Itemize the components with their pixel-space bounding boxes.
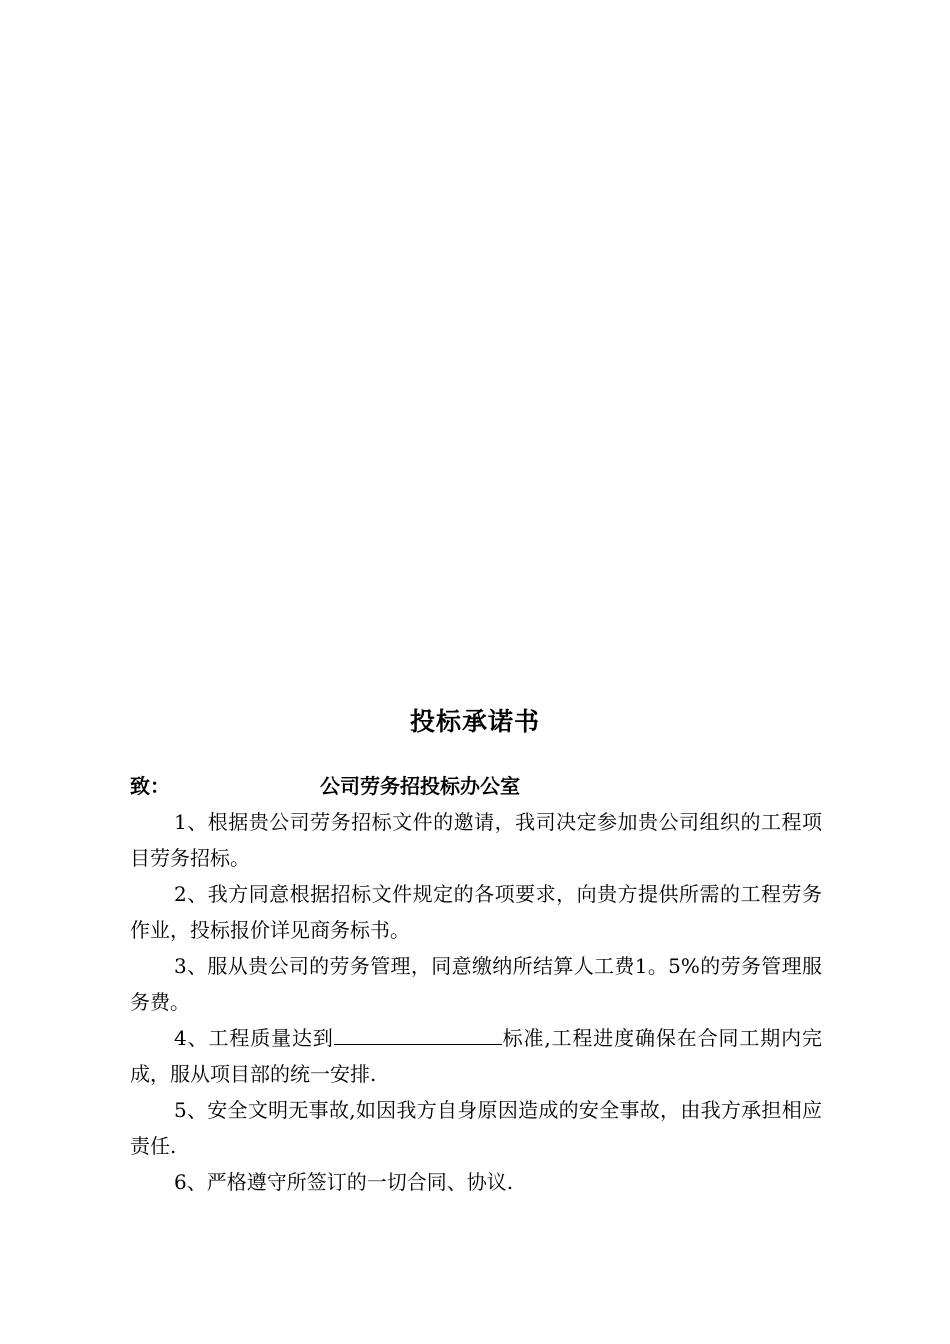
addressee-name: 公司劳务招投标办公室	[320, 774, 520, 798]
commitment-item-6: 6、严格遵守所签订的一切合同、协议.	[174, 1170, 514, 1194]
commitment-item-4	[130, 1020, 822, 1092]
document-title: 投标承诺书	[409, 707, 540, 736]
commitment-item-1: 1、根据贵公司劳务招标文件的邀请，我司决定参加贵公司组织的工程项目劳务招标。	[130, 810, 822, 870]
commitment-item-5: 5、安全文明无事故,如因我方自身原因造成的安全事故，由我方承担相应责任.	[130, 1098, 822, 1158]
item-4-after-blank: 标准,工程进度确保在合同工期内完成，服从项目部的统一安排.	[130, 1026, 822, 1086]
item-4-before-blank: 4、工程质量达到	[174, 1026, 334, 1050]
commitment-item-3: 3、服从贵公司的劳务管理，同意缴纳所结算人工费1。5%的劳务管理服务费。	[130, 954, 822, 1014]
addressee-line	[130, 768, 520, 804]
quality-standard-blank	[334, 1022, 502, 1045]
addressee-prefix: 致：	[130, 774, 170, 798]
commitment-item-2: 2、我方同意根据招标文件规定的各项要求，向贵方提供所需的工程劳务作业，投标报价详见商务标书。	[130, 882, 822, 942]
commitment-body	[130, 804, 822, 1200]
